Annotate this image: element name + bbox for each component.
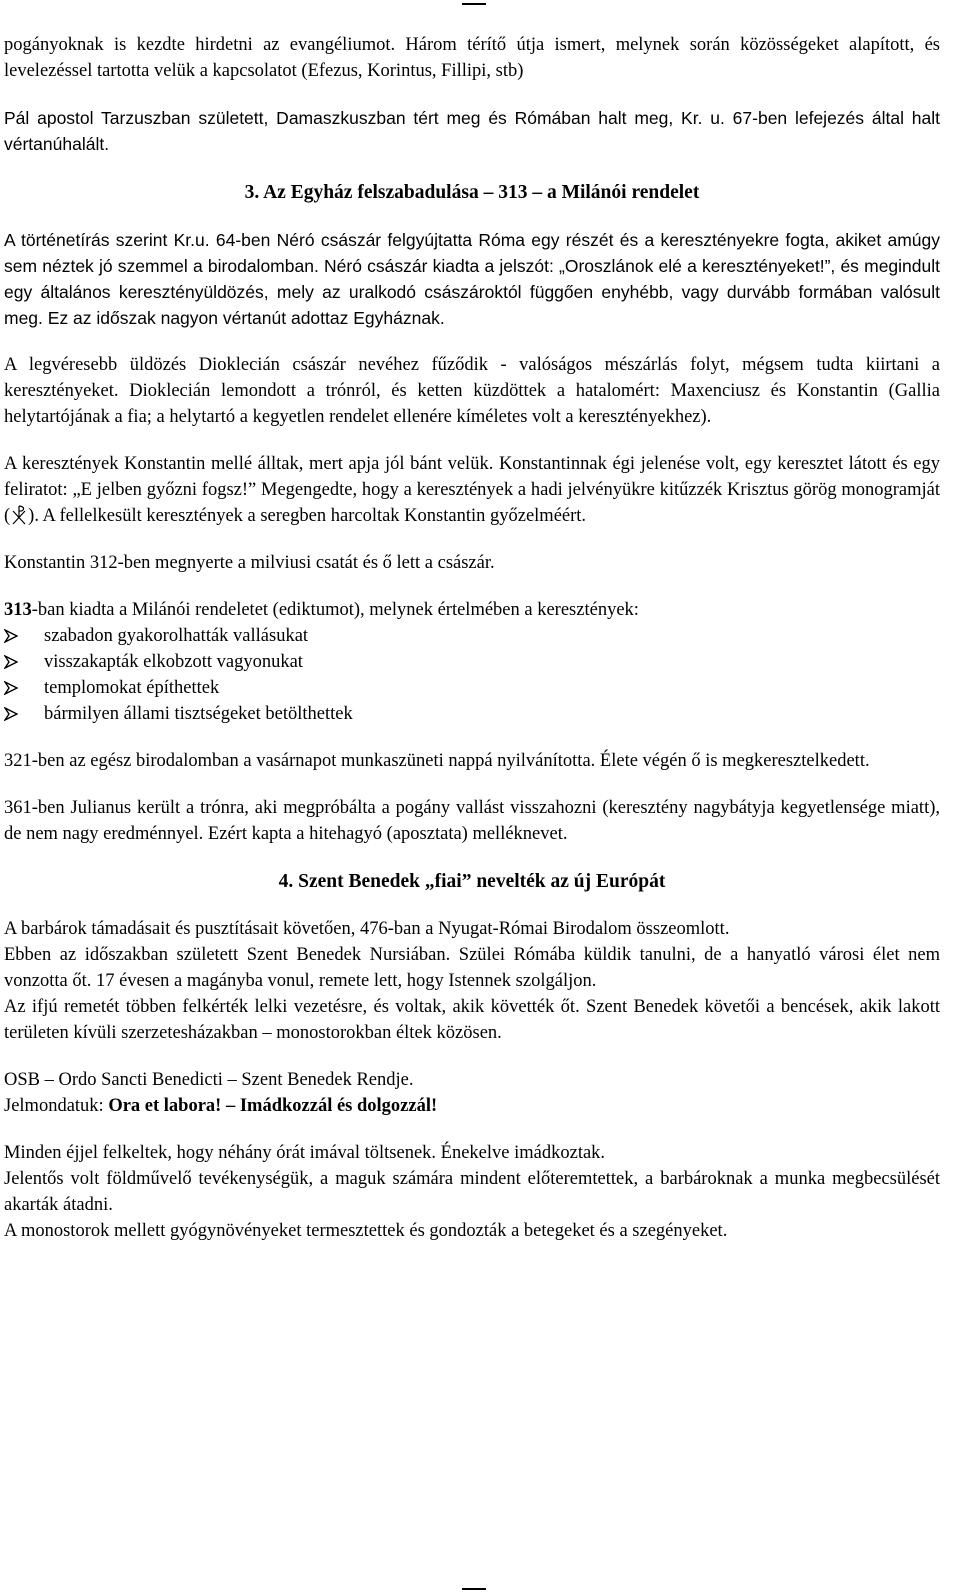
page-top-rule: [462, 3, 486, 5]
chi-rho-icon: [10, 505, 28, 525]
list-item: [4, 701, 940, 727]
list-item-text: visszakapták elkobzott vagyonukat: [44, 652, 303, 672]
section-3-paragraph-5: 321-ben az egész birodalomban a vasárnapot munkaszüneti nappá nyilvánította. Élete végén ő is megkeresztelkedett.: [4, 751, 870, 771]
page-bottom-rule: [462, 1588, 486, 1590]
section-3-paragraph-1: A történetírás szerint Kr.u. 64-ben Néró császár felgyújtatta Róma egy részét és a keresztényekre fogta, akiket amúgy sem néztek jó szemmel a birodalomban. Néró császár kiadta a jelszót: „Oroszlánok elé a keresztényeket!”, és megindult egy általános keresztényüldözés, mely az uralkodó császároktól függően enyhébb, vagy durvább formában valósult meg. Ez az időszak nagyon vértanút adottaz Egyháznak.: [4, 230, 940, 328]
list-item-text: templomokat építhettek: [44, 678, 220, 698]
section-3-paragraph-2: A legvéresebb üldözés Dioklecián császár nevéhez fűződik - valóságos mészárlás folyt, mégsem tudta kiirtani a keresztényeket. Dioklecián lemondott a trónról, és ketten küzdöttek a hatalomért: Maxenciusz és Konstantin (Gallia helytartójának a fia; a helytartó a kegyetlen rendelet ellenére kíméletes volt a keresztényekhez).: [4, 355, 940, 427]
list-item-text: bármilyen állami tisztségeket betölthettek: [44, 704, 353, 724]
edict-intro: [4, 597, 940, 623]
section-3-paragraph-6: 361-ben Julianus került a trónra, aki megpróbálta a pogány vallást visszahozni (keresztény nagybátyja kegyetlensége miatt), de nem nagy eredménnyel. Ezért kapta a hitehagyó (aposztata) melléknevet.: [4, 798, 940, 844]
list-item-text: szabadon gyakorolhatták vallásukat: [44, 626, 309, 646]
section-3-paragraph-4: Konstantin 312-ben megnyerte a milviusi csatát és ő lett a császár.: [4, 553, 495, 573]
section-4-paragraph-1-line-1: A barbárok támadásait és pusztításait követően, 476-ban a Nyugat-Római Birodalom összeomlott.: [4, 919, 730, 939]
intro-paragraph-2: Pál apostol Tarzuszban született, Damaszkuszban tért meg és Rómában halt meg, Kr. u. 67-ben lefejezés által halt vértanúhalált.: [4, 108, 940, 154]
arrowhead-bullet-icon: [4, 707, 44, 721]
list-item: [4, 649, 940, 675]
section-4-paragraph-5: A monostorok mellett gyógynövényeket termesztettek és gondozták a betegeket és a szegényeket.: [4, 1221, 728, 1241]
paragraph-3-text-after: ). A fellelkesült keresztények a seregben harcoltak Konstantin győzelméért.: [28, 506, 587, 526]
section-4-paragraph-1: Ebben az időszakban született Szent Benedek Nursiában. Szülei Rómába küldik tanulni, de a hanyatló városi élet nem vonzotta őt. 17 évesen a magányba vonul, remete lett, hogy Istennek szolgáljon.: [4, 945, 940, 991]
paragraph-3-text-before: A keresztények Konstantin mellé álltak, mert apja jól bánt velük. Konstantinnak égi jelenése volt, egy keresztet látott és egy feliratot: „E jelben győzni fogsz!” Megengedte, hogy a keresztények a hadi jelvényükre kitűzzék Krisztus görög monogramját (: [4, 454, 940, 526]
section-4-paragraph-3: Minden éjjel felkeltek, hogy néhány órát imával töltsenek. Énekelve imádkoztak.: [4, 1143, 606, 1163]
osb-line: OSB – Ordo Sancti Benedicti – Szent Benedek Rendje.: [4, 1070, 414, 1090]
document-body: [4, 32, 940, 1244]
list-item: [4, 675, 940, 701]
arrowhead-bullet-icon: [4, 681, 44, 695]
list-item: [4, 623, 940, 649]
arrowhead-bullet-icon: [4, 655, 44, 669]
section-3-heading: 3. Az Egyház felszabadulása – 313 – a Milánói rendelet: [244, 182, 700, 203]
motto-line: [4, 1093, 940, 1119]
section-3-paragraph-3: [4, 451, 940, 529]
edict-text: -ban kiadta a Milánói rendeletet (ediktumot), melynek értelmében a keresztények:: [31, 600, 639, 620]
edict-rights-list: [4, 623, 940, 727]
section-4-heading: 4. Szent Benedek „fiai” nevelték az új Európát: [278, 871, 666, 892]
section-4-paragraph-4: Jelentős volt földművelő tevékenységük, a maguk számára mindent előteremtettek, a barbároknak a munka megbecsülését akarták átadni.: [4, 1169, 940, 1215]
motto: Ora et labora! – Imádkozzál és dolgozzál!: [108, 1096, 438, 1116]
edict-year: 313: [4, 600, 32, 620]
motto-label: Jelmondatuk:: [4, 1096, 109, 1116]
section-4-paragraph-2: Az ifjú remetét többen felkérték lelki vezetésre, és voltak, akik követték őt. Szent Benedek követői a bencések, akik lakott területen kívüli szerzetesházakban – monostorokban éltek közösen.: [4, 997, 940, 1043]
arrowhead-bullet-icon: [4, 629, 44, 643]
intro-paragraph-1: pogányoknak is kezdte hirdetni az evangéliumot. Három térítő útja ismert, melynek során közösségeket alapított, és levelezéssel tartotta velük a kapcsolatot (Efezus, Korintus, Fillipi, stb): [4, 35, 940, 81]
